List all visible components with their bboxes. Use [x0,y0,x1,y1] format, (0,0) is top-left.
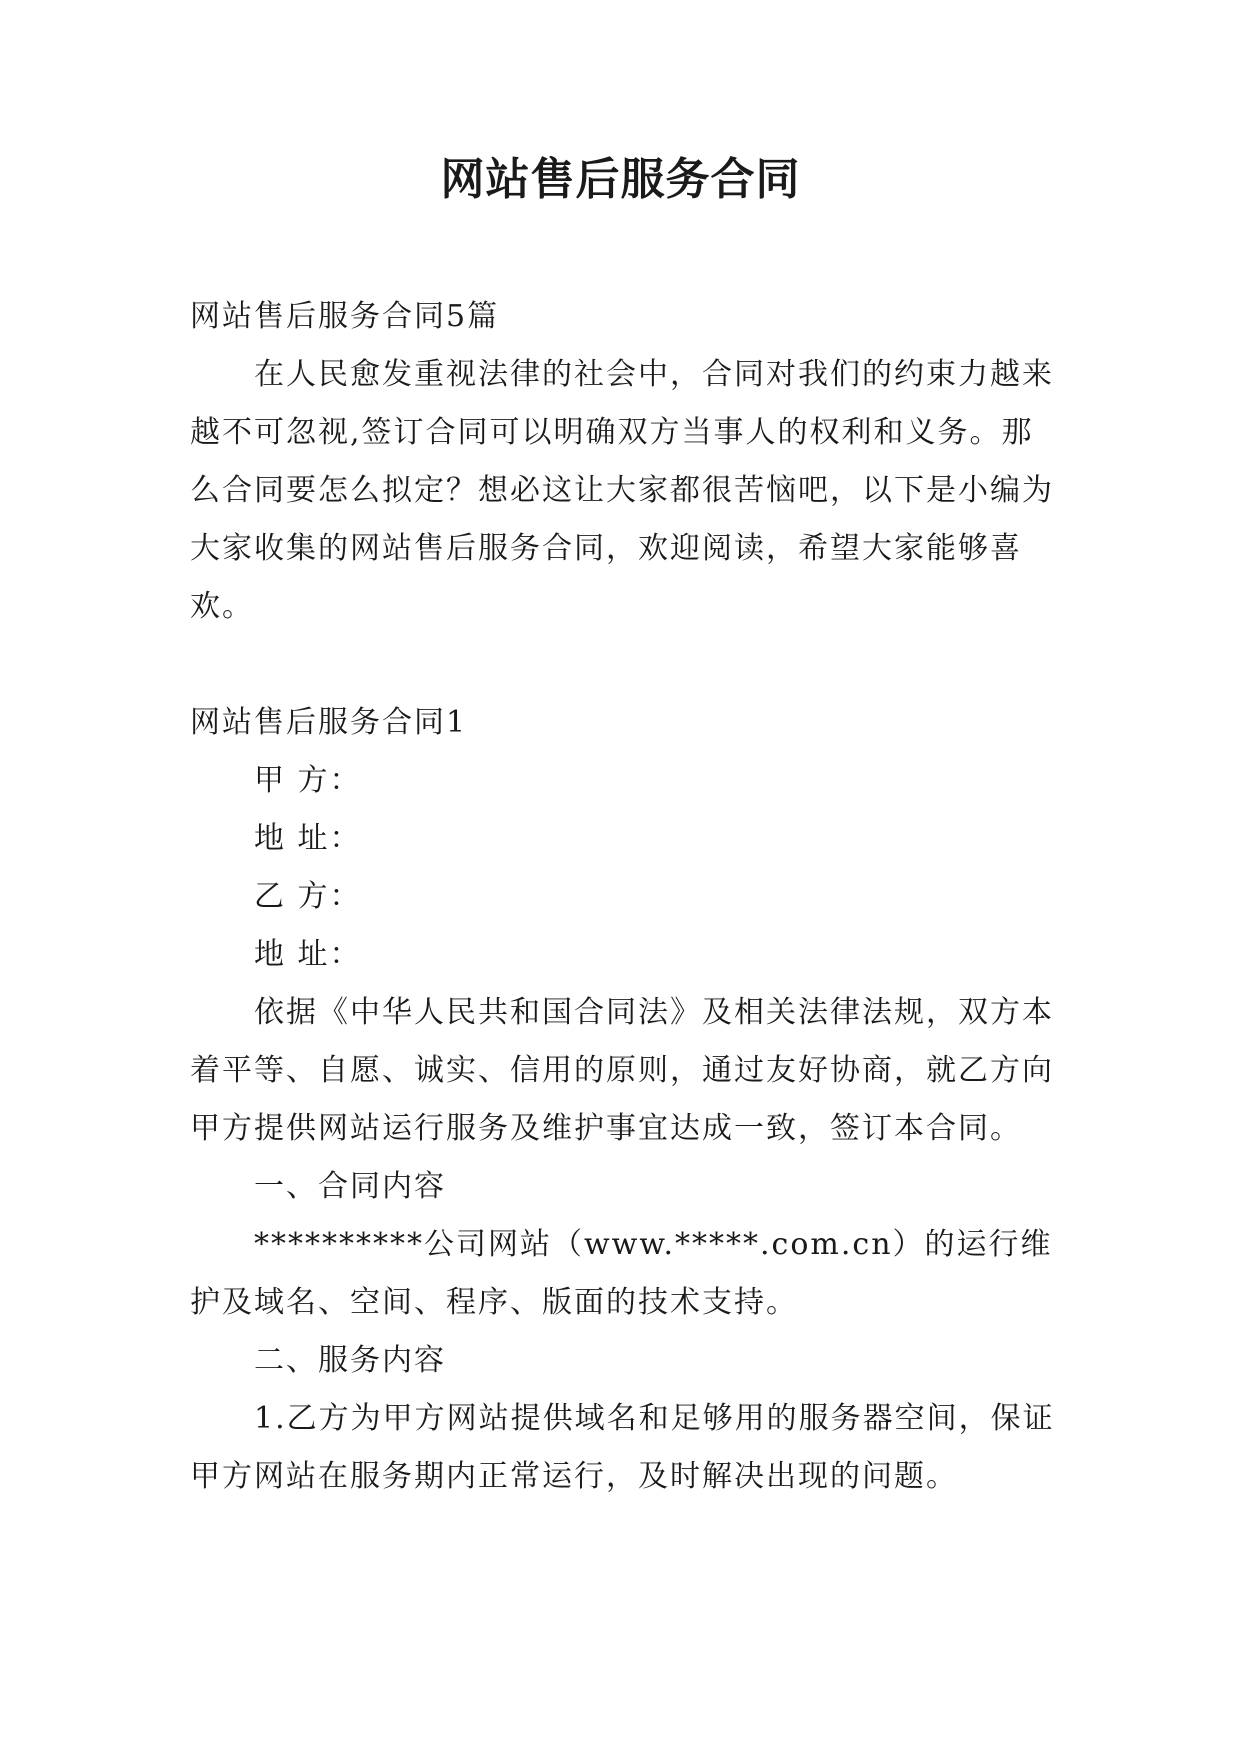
document-body [190,288,1058,1506]
document-title: 网站售后服务合同 [440,154,801,205]
address-a-field: 地 址： [254,821,362,856]
document-subtitle: 网站售后服务合同5篇 [190,299,500,334]
clause-1-text: **********公司网站（www.*****.com.cn）的运行维护及域名、空间、程序、版面的技术支持。 [190,1227,1053,1320]
clause-2-heading: 二、服务内容 [254,1343,446,1378]
preamble-paragraph: 依据《中华人民共和国合同法》及相关法律法规，双方本着平等、自愿、诚实、信用的原则，通过友好协商，就乙方向甲方提供网站运行服务及维护事宜达成一致，签订本合同。 [190,995,1054,1146]
section-heading: 网站售后服务合同1 [190,705,468,740]
clause-1-heading: 一、合同内容 [254,1169,446,1204]
clause-2-item-1: 1.乙方为甲方网站提供域名和足够用的服务器空间，保证甲方网站在服务期内正常运行，及时解决出现的问题。 [190,1401,1055,1494]
party-b-field: 乙 方： [254,879,362,914]
party-a-field: 甲 方： [254,763,362,798]
intro-paragraph: 在人民愈发重视法律的社会中，合同对我们的约束力越来越不可忽视,签订合同可以明确双方当事人的权利和义务。那么合同要怎么拟定？想必这让大家都很苦恼吧，以下是小编为大家收集的网站售后服务合同，欢迎阅读，希望大家能够喜欢。 [190,357,1054,624]
address-b-field: 地 址： [254,937,362,972]
